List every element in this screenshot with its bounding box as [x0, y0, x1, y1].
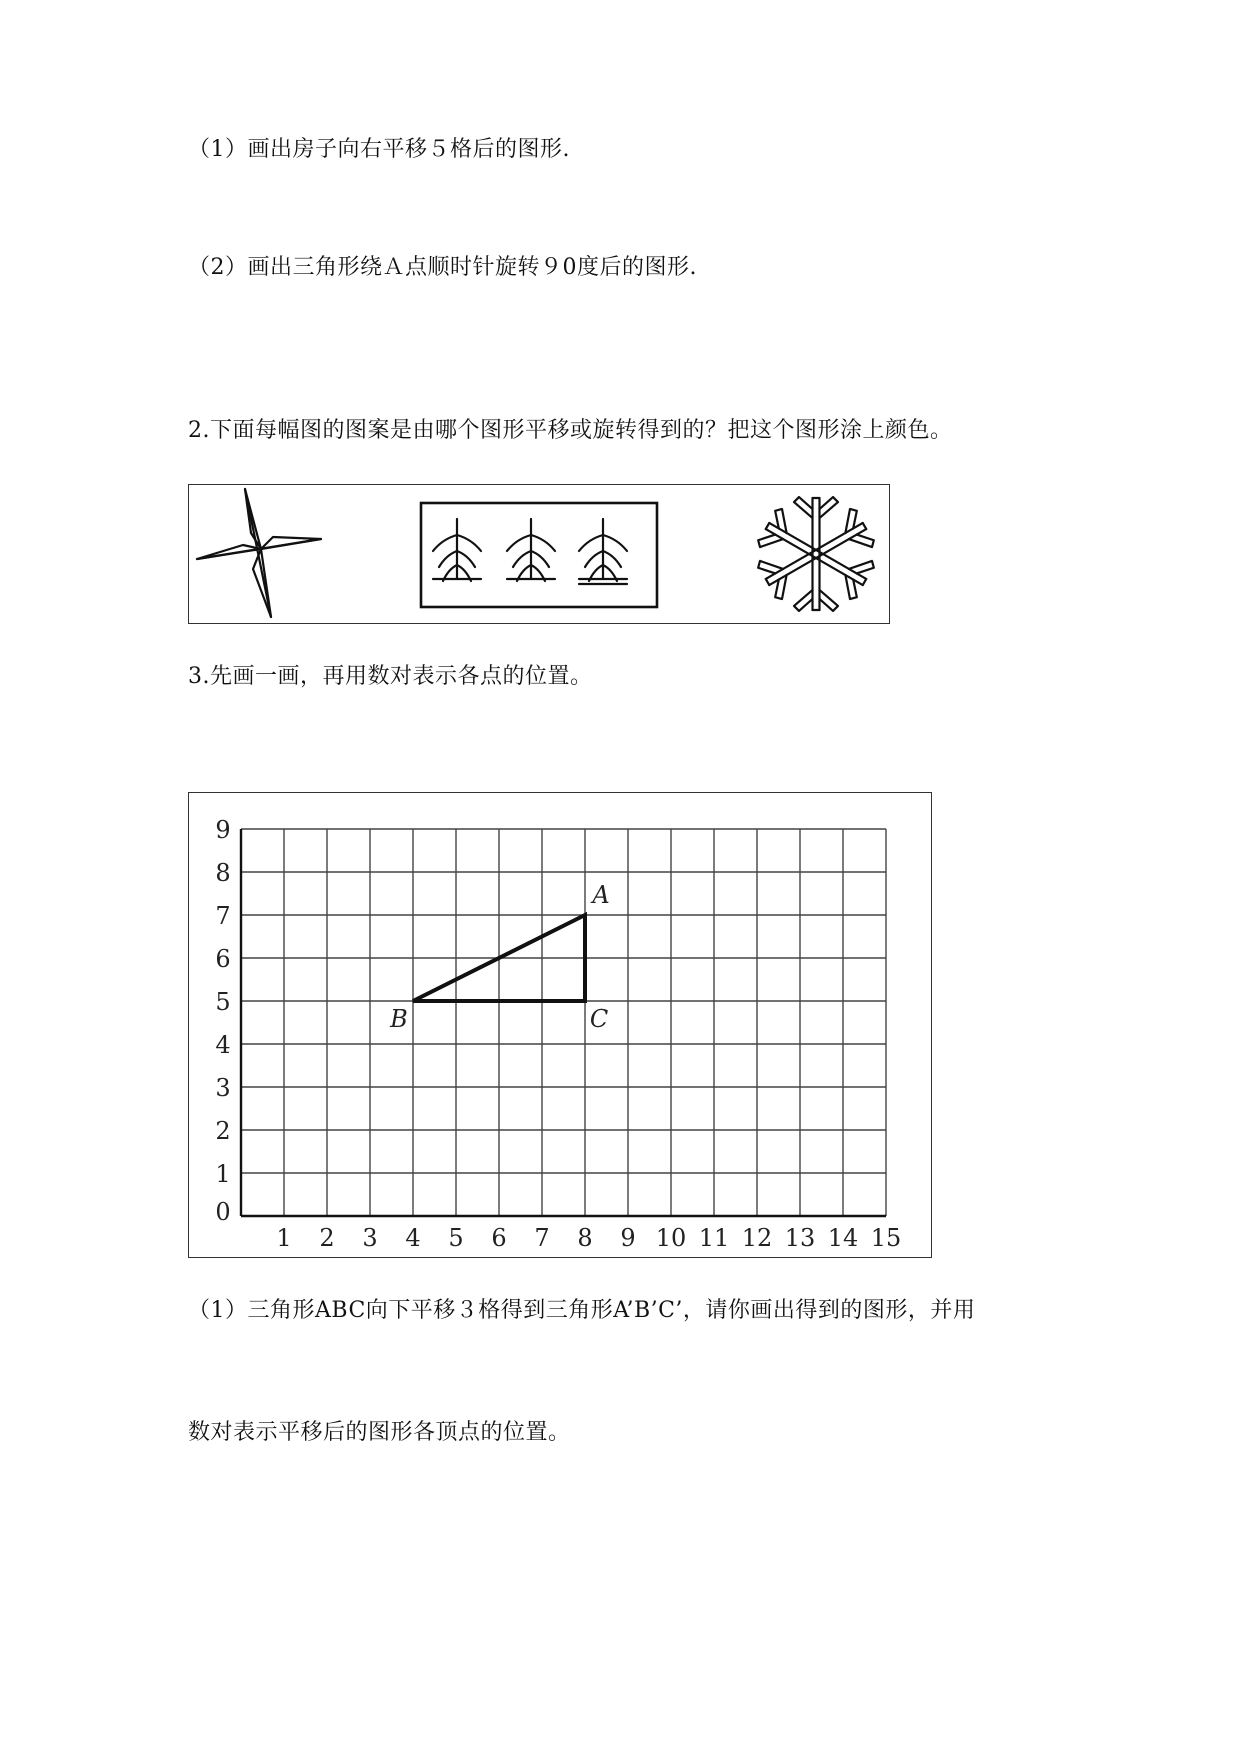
x-tick-label: 13 [784, 1224, 816, 1252]
x-tick-label: 1 [276, 1224, 292, 1252]
question-3-part-1-continued: 数对表示平移后的图形各顶点的位置。 [188, 1420, 571, 1445]
vertex-label-c: C [589, 1005, 609, 1033]
coordinate-grid [189, 793, 933, 1259]
x-tick-label: 2 [319, 1224, 335, 1252]
y-tick-label: 6 [215, 945, 231, 973]
x-tick-label: 3 [362, 1224, 378, 1252]
x-tick-label: 4 [405, 1224, 421, 1252]
x-tick-label: 8 [577, 1224, 593, 1252]
x-tick-label: 11 [698, 1224, 730, 1252]
snowflake-arm [794, 497, 838, 554]
y-tick-label: 3 [215, 1074, 231, 1102]
y-tick-label: 4 [215, 1031, 231, 1059]
y-tick-label: 0 [215, 1198, 231, 1226]
question-3-part-1: （1）三角形ABC向下平移３格得到三角形A’B’C’，请你画出得到的图形，并用 [188, 1298, 976, 1323]
plant-1 [433, 519, 481, 581]
x-tick-label: 5 [448, 1224, 464, 1252]
x-tick-label: 14 [827, 1224, 859, 1252]
y-tick-label: 2 [215, 1117, 231, 1145]
x-tick-label: 12 [741, 1224, 773, 1252]
y-tick-label: 1 [215, 1160, 231, 1188]
x-tick-label: 15 [870, 1224, 902, 1252]
y-tick-label: 9 [215, 816, 231, 844]
question-3-text: 3.先画一画，再用数对表示各点的位置。 [188, 664, 593, 689]
question-1-part-1: （1）画出房子向右平移５格后的图形. [188, 137, 570, 162]
y-tick-label: 8 [215, 859, 231, 887]
x-tick-label: 7 [534, 1224, 550, 1252]
x-tick-label: 9 [620, 1224, 636, 1252]
plant-3 [579, 519, 627, 584]
x-tick-label: 10 [655, 1224, 687, 1252]
snowflake-arm [794, 554, 838, 611]
question-1-part-2: （2）画出三角形绕Ａ点顺时针旋转９0度后的图形. [188, 255, 697, 280]
y-tick-label: 5 [215, 988, 231, 1016]
pattern-figures-box [188, 484, 890, 624]
plant-row-icon [419, 501, 659, 609]
x-tick-label: 6 [491, 1224, 507, 1252]
vertex-label-b: B [390, 1005, 408, 1033]
y-tick-label: 7 [215, 902, 231, 930]
pinwheel-icon [191, 487, 331, 619]
snowflake-icon [749, 485, 883, 623]
coordinate-grid-box [188, 792, 932, 1258]
grid-lines [241, 829, 886, 1216]
plant-2 [507, 519, 555, 581]
question-2-text: 2.下面每幅图的图案是由哪个图形平移或旋转得到的？把这个图形涂上颜色。 [188, 418, 953, 443]
vertex-label-a: A [592, 881, 610, 909]
